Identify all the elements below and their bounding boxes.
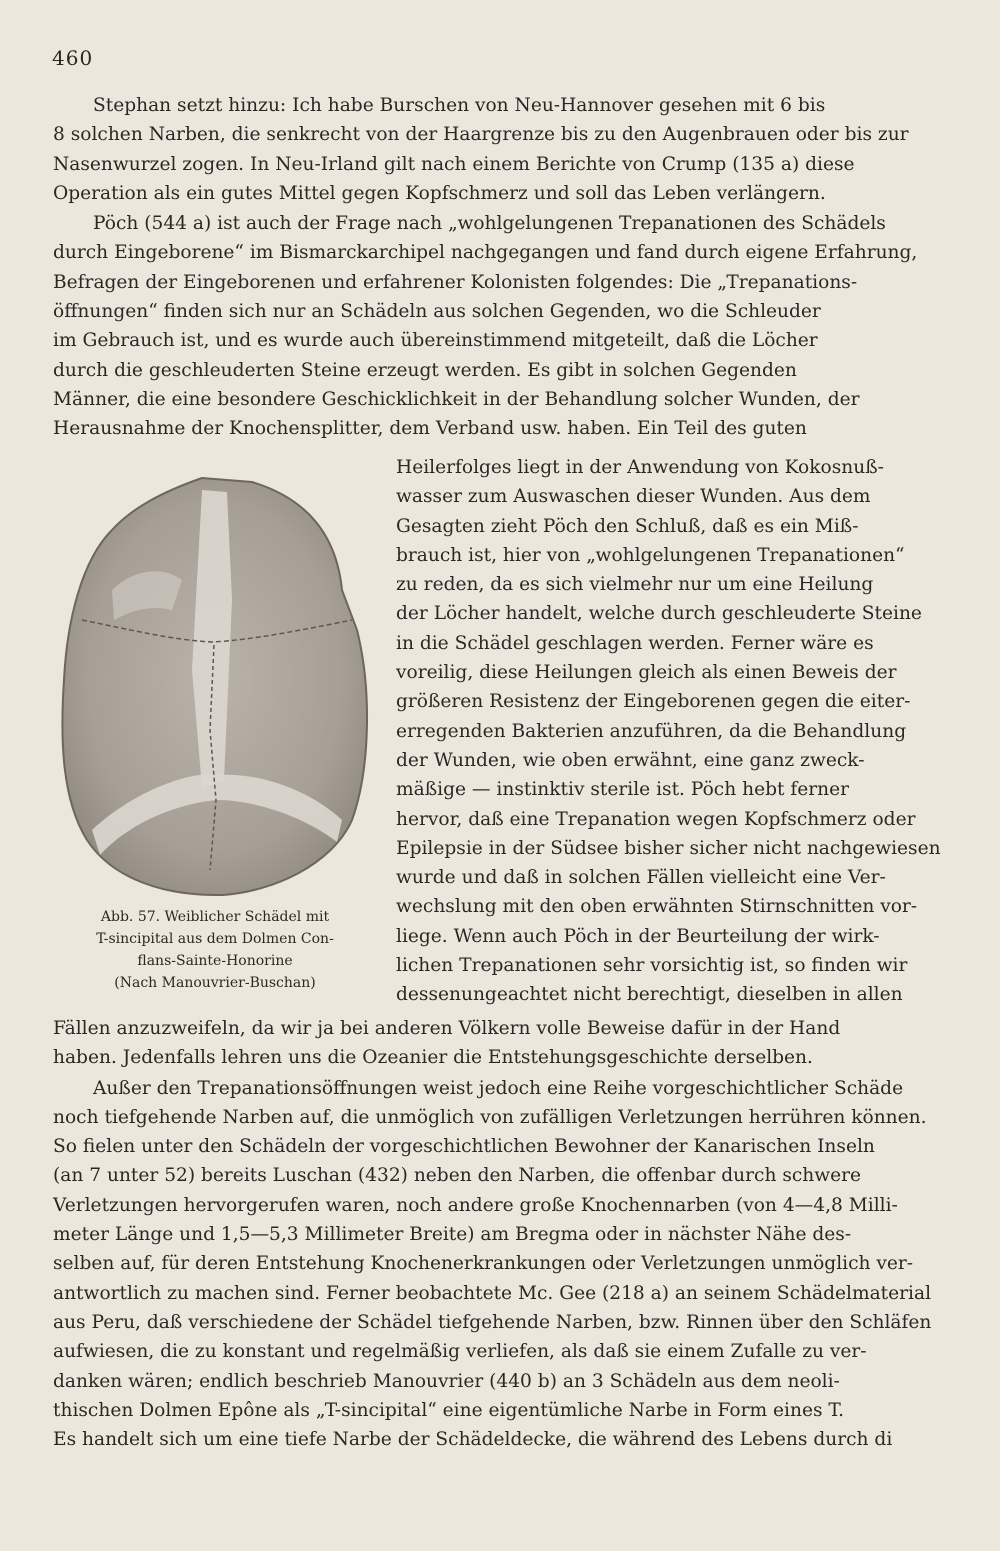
text-line: meter Länge und 1,5—5,3 Millimeter Breite) am Bregma oder in nächster Nähe des- xyxy=(53,1224,852,1246)
text-line: selben auf, für deren Entstehung Knochenerkrankungen oder Verletzungen unmöglich ver- xyxy=(53,1253,914,1275)
text-line: Männer, die eine besondere Geschicklichkeit in der Behandlung solcher Wunden, der xyxy=(53,388,860,410)
text-line: aus Peru, daß verschiedene der Schädel tiefgehende Narben, bzw. Rinnen über den Schläfen xyxy=(53,1311,932,1333)
text-line: voreilig, diese Heilungen gleich als einen Beweis der xyxy=(396,662,897,684)
text-line: Gesagten zieht Pöch den Schluß, daß es ein Miß- xyxy=(396,515,859,537)
text-line: So fielen unter den Schädeln der vorgeschichtlichen Bewohner der Kanarischen Inseln xyxy=(53,1136,875,1158)
text-line: Es handelt sich um eine tiefe Narbe der Schädeldecke, die während des Lebens durch di xyxy=(53,1429,893,1451)
caption-line: T-sincipital aus dem Dolmen Con- xyxy=(96,931,334,947)
text-line: danken wären; endlich beschrieb Manouvrier (440 b) an 3 Schädeln aus dem neoli- xyxy=(53,1370,840,1392)
text-line: lichen Trepanationen sehr vorsichtig ist, so finden wir xyxy=(396,955,908,977)
text-line: öffnungen“ finden sich nur an Schädeln aus solchen Gegenden, wo die Schleuder xyxy=(53,301,821,323)
text-line: durch die geschleuderten Steine erzeugt werden. Es gibt in solchen Gegenden xyxy=(53,359,797,381)
text-line: Herausnahme der Knochensplitter, dem Verband usw. haben. Ein Teil des guten xyxy=(53,418,807,440)
text-line: Heilerfolges liegt in der Anwendung von Kokosnuß- xyxy=(396,457,884,478)
text-line: Stephan setzt hinzu: Ich habe Burschen von Neu-Hannover gesehen mit 6 bis xyxy=(93,95,826,116)
text-line: wechslung mit den oben erwähnten Stirnschnitten vor- xyxy=(396,896,918,918)
text-line: mäßige — instinktiv sterile ist. Pöch hebt ferner xyxy=(396,779,850,801)
text-line: liege. Wenn auch Pöch in der Beurteilung der wirk- xyxy=(396,925,880,947)
page-number: 460 xyxy=(52,46,94,70)
right-column-text xyxy=(396,453,941,1010)
paragraph xyxy=(53,1074,932,1455)
text-line: Epilepsie in der Südsee bisher sicher nicht nachgewiesen xyxy=(396,837,941,859)
text-line: hervor, daß eine Trepanation wegen Kopfschmerz oder xyxy=(396,808,916,830)
text-line: wasser zum Auswaschen dieser Wunden. Aus dem xyxy=(396,486,871,508)
text-line: Befragen der Eingeborenen und erfahrener Kolonisten folgendes: Die „Trepanations- xyxy=(53,271,858,293)
text-line: Fällen anzuzweifeln, da wir ja bei anderen Völkern volle Beweise dafür in der Hand xyxy=(53,1018,841,1039)
text-line: in die Schädel geschlagen werden. Ferner wäre es xyxy=(396,632,874,654)
paragraph xyxy=(53,91,915,208)
text-line: Außer den Trepanationsöffnungen weist jedoch eine Reihe vorgeschichtlicher Schäde xyxy=(93,1077,904,1099)
text-line: haben. Jedenfalls lehren uns die Ozeanier die Entstehungsgeschichte derselben. xyxy=(53,1047,813,1069)
caption-line: Abb. 57. Weiblicher Schädel mit xyxy=(100,909,330,925)
text-line: aufwiesen, die zu konstant und regelmäßig verliefen, als daß sie einem Zufalle zu ver- xyxy=(53,1341,867,1363)
text-line: größeren Resistenz der Eingeborenen gegen die eiter- xyxy=(396,691,911,713)
text-line: Pöch (544 a) ist auch der Frage nach „wohlgelungenen Trepanationen des Schädels xyxy=(93,213,886,235)
paragraph xyxy=(53,209,918,443)
text-line: erregenden Bakterien anzuführen, da die Behandlung xyxy=(396,720,907,742)
text-line: Operation als ein gutes Mittel gegen Kopfschmerz und soll das Leben verlängern. xyxy=(53,182,826,204)
text-line: durch Eingeborene“ im Bismarckarchipel nachgegangen und fand durch eigene Erfahrung, xyxy=(53,242,918,264)
text-line: im Gebrauch ist, und es wurde auch übereinstimmend mitgeteilt, daß die Löcher xyxy=(53,330,818,352)
text-line: Verletzungen hervorgerufen waren, noch andere große Knochennarben (von 4—4,8 Milli- xyxy=(53,1194,898,1216)
text-line: wurde und daß in solchen Fällen vielleicht eine Ver- xyxy=(396,867,886,889)
text-line: 8 solchen Narben, die senkrecht von der Haargrenze bis zu den Augenbrauen oder bis zur xyxy=(53,124,909,146)
caption-line: flans-Sainte-Honorine xyxy=(137,953,293,969)
text-line: thischen Dolmen Epône als „T-sincipital“ eine eigentümliche Narbe in Form eines T. xyxy=(53,1399,844,1421)
text-line: der Löcher handelt, welche durch geschleuderte Steine xyxy=(396,603,922,625)
text-line: Nasenwurzel zogen. In Neu-Irland gilt nach einem Berichte von Crump (135 a) diese xyxy=(53,153,855,175)
figure-caption xyxy=(50,906,380,994)
skull-illustration xyxy=(52,470,382,900)
text-line: brauch ist, hier von „wohlgelungenen Trepanationen“ xyxy=(396,544,905,566)
text-line: dessenungeachtet nicht berechtigt, dieselben in allen xyxy=(396,984,903,1006)
text-line: noch tiefgehende Narben auf, die unmöglich von zufälligen Verletzungen herrühren können. xyxy=(53,1106,927,1128)
text-line: (an 7 unter 52) bereits Luschan (432) neben den Narben, die offenbar durch schwere xyxy=(53,1165,862,1187)
text-line: zu reden, da es sich vielmehr nur um eine Heilung xyxy=(396,574,874,596)
text-line: antwortlich zu machen sind. Ferner beobachtete Mc. Gee (218 a) an seinem Schädelmaterial xyxy=(53,1282,932,1304)
paragraph xyxy=(53,1014,915,1073)
text-line: der Wunden, wie oben erwähnt, eine ganz zweck- xyxy=(396,749,865,771)
caption-line: (Nach Manouvrier-Buschan) xyxy=(114,975,316,991)
